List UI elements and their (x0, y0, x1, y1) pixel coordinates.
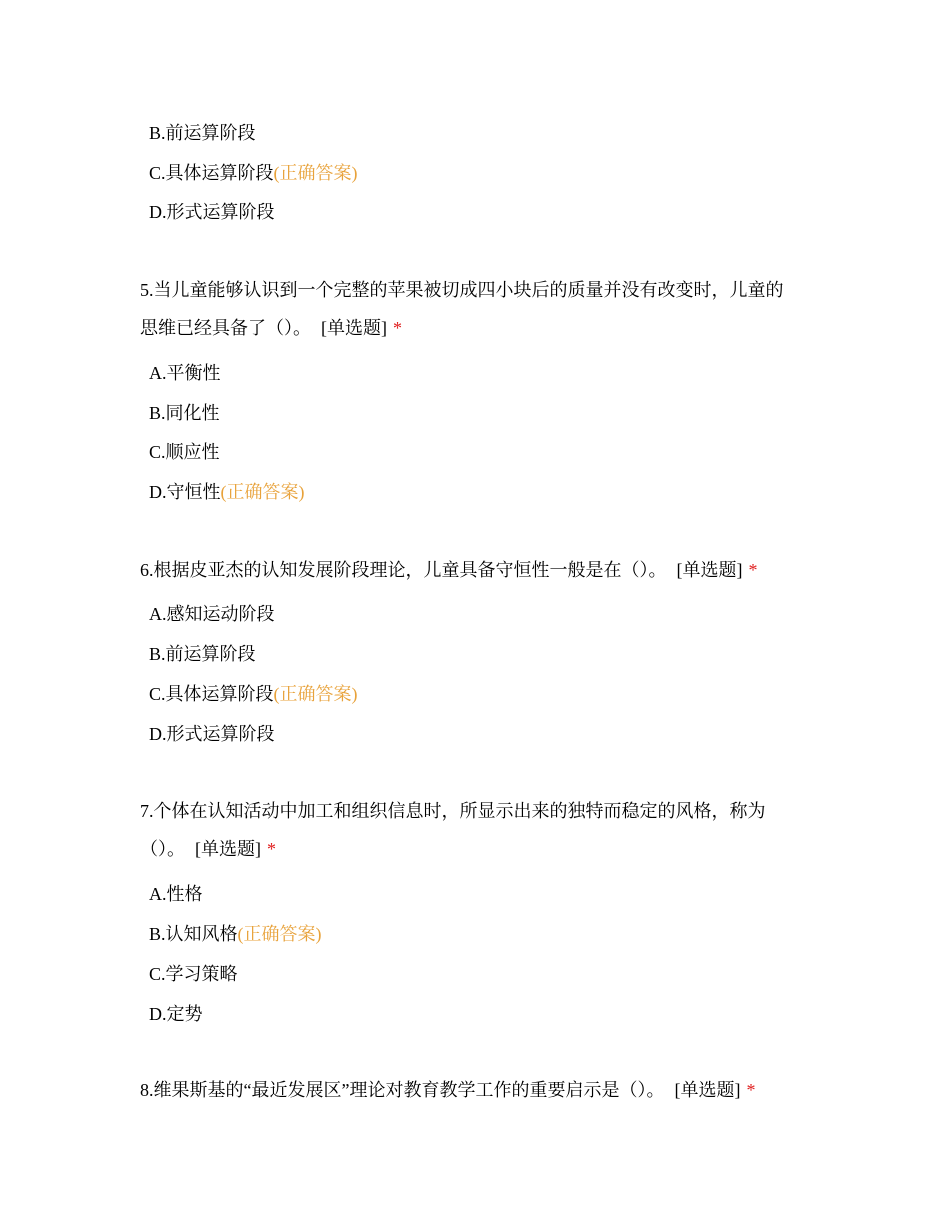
required-marker: * (746, 1080, 756, 1100)
question-6-text-line-1 (140, 557, 758, 583)
option-c (149, 962, 238, 986)
option-text: B.同化性 (149, 403, 220, 423)
required-marker: * (393, 318, 402, 338)
option-b (149, 121, 256, 145)
correct-answer-tag: (正确答案) (237, 924, 322, 944)
question-7-text: （）。 (140, 839, 185, 859)
option-d (149, 722, 275, 746)
correct-answer-tag: (正确答案) (220, 482, 305, 502)
option-text: B.认知风格 (149, 924, 238, 944)
option-text: C.顺应性 (149, 442, 220, 462)
option-text: B.前运算阶段 (149, 123, 256, 143)
question-type-label: [单选题] (321, 318, 387, 338)
option-text: A.感知运动阶段 (149, 604, 275, 624)
question-5-text: 思维已经具备了（）。 (140, 318, 311, 338)
option-text: C.具体运算阶段 (149, 684, 274, 704)
option-text: D.定势 (149, 1004, 203, 1024)
option-a (149, 361, 221, 385)
question-6-text: 6.根据皮亚杰的认知发展阶段理论，儿童具备守恒性一般是在（）。 (140, 560, 667, 580)
option-d (149, 1002, 203, 1026)
option-b (149, 401, 220, 425)
question-8-text-line-1 (140, 1077, 755, 1103)
option-text: D.守恒性 (149, 482, 221, 502)
correct-answer-tag: (正确答案) (273, 684, 358, 704)
option-text: D.形式运算阶段 (149, 202, 275, 222)
option-d (149, 200, 275, 224)
option-text: B.前运算阶段 (149, 644, 256, 664)
option-b (149, 642, 256, 666)
required-marker: * (267, 839, 276, 859)
option-a (149, 882, 203, 906)
option-a (149, 602, 275, 626)
question-type-label: [单选题] (676, 560, 743, 580)
required-marker: * (748, 560, 758, 580)
question-7-text-line-1: 7.个体在认知活动中加工和组织信息时，所显示出来的独特而稳定的风格，称为 (140, 801, 766, 821)
question-5-text-line-2 (140, 315, 402, 341)
option-c (149, 682, 358, 706)
option-text: D.形式运算阶段 (149, 724, 275, 744)
option-c (149, 161, 358, 185)
option-d (149, 480, 305, 504)
question-type-label: [单选题] (674, 1080, 741, 1100)
question-5-text-line-1: 5.当儿童能够认识到一个完整的苹果被切成四小块后的质量并没有改变时，儿童的 (140, 280, 784, 300)
correct-answer-tag: (正确答案) (273, 163, 358, 183)
option-b (149, 922, 322, 946)
option-text: A.性格 (149, 884, 203, 904)
option-text: A.平衡性 (149, 363, 221, 383)
question-type-label: [单选题] (195, 839, 261, 859)
option-c (149, 440, 220, 464)
option-text: C.具体运算阶段 (149, 163, 274, 183)
question-7-text-line-2 (140, 836, 276, 862)
question-8-text: 8.维果斯基的“最近发展区”理论对教育教学工作的重要启示是（）。 (140, 1080, 665, 1100)
option-text: C.学习策略 (149, 964, 238, 984)
